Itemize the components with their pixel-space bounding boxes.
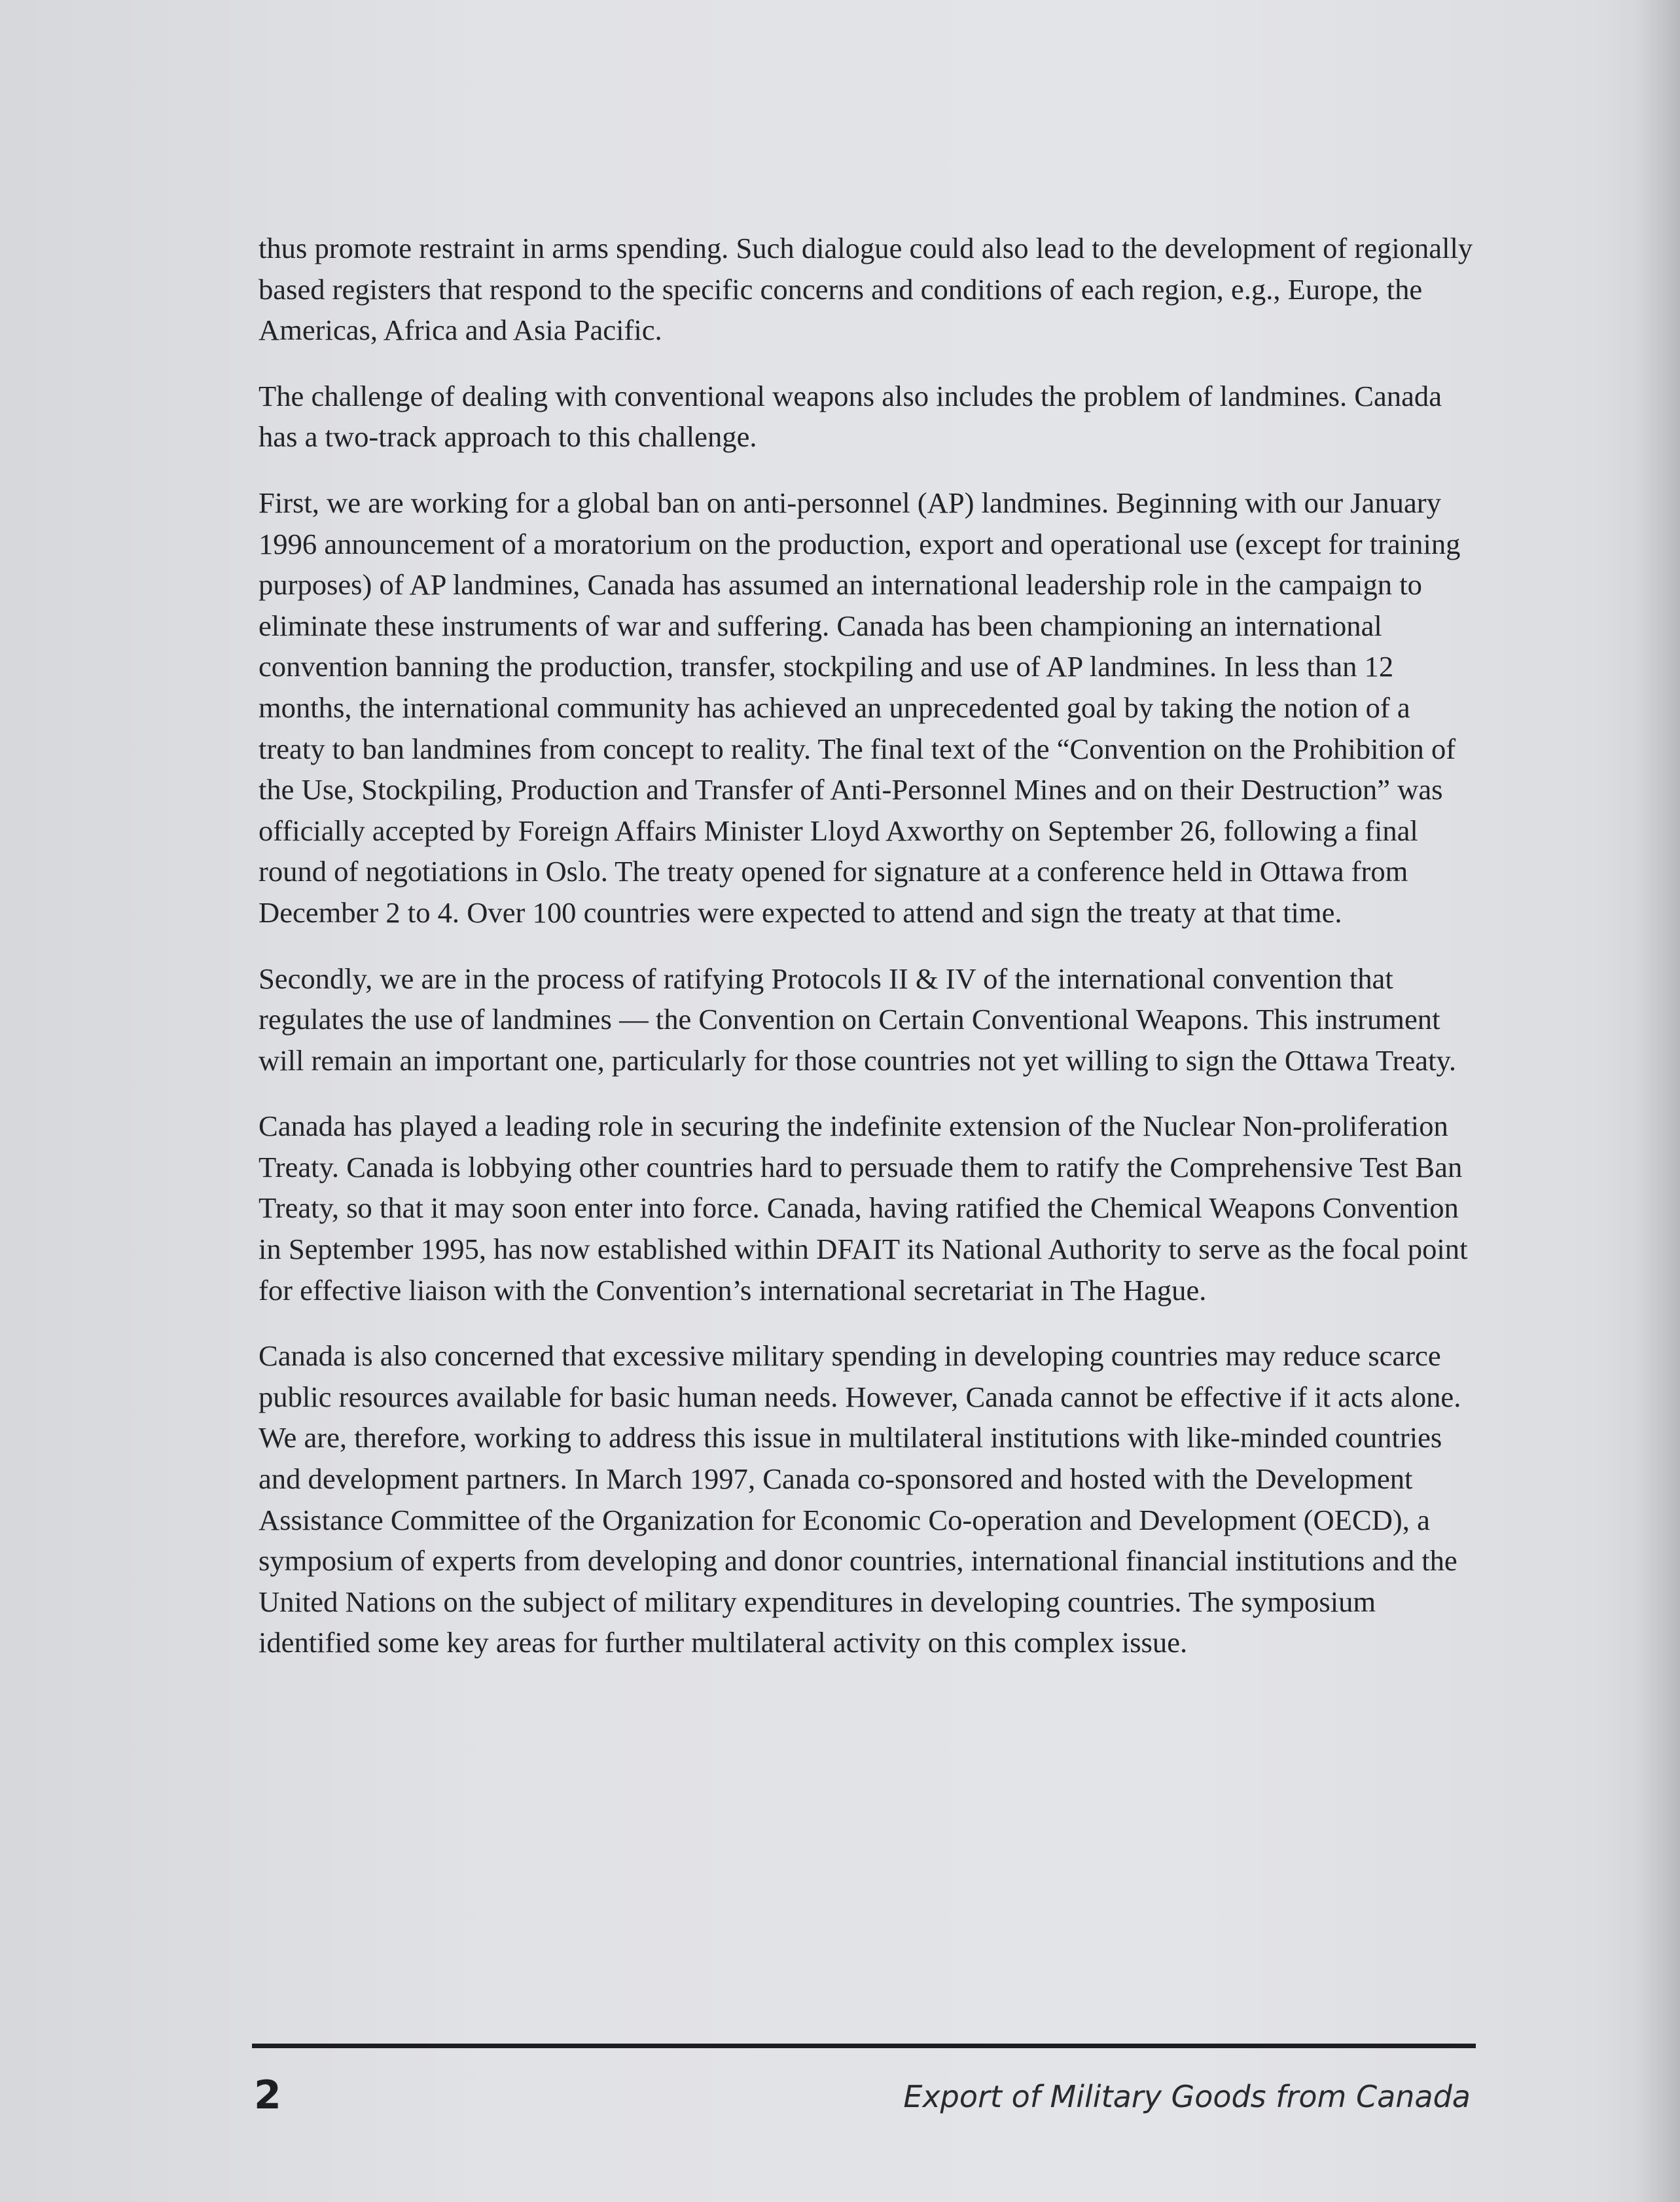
page-number: 2 [254,2072,281,2118]
paragraph-nuclear-treaty: Canada has played a leading role in securing the indefinite extension of the Nuclear Non-proliferation Treaty. Canada is lobbying other countries hard to persuade them to ratify the Comprehensive Test Ban Treaty, so that it may soon enter into force. Canada, having ratified the Chemical Weapons Convention in September 1995, has now established within DFAIT its National Authority to serve as the focal point for effective liaison with the Convention’s international secretariat in The Hague. [259,1110,1468,1307]
paragraph-protocols: Secondly, we are in the process of ratifying Protocols II & IV of the international convention that regulates the use of landmines — the Convention on Certain Conventional Weapons. This instrument will remain an important one, particularly for those countries not yet willing to sign the Ottawa Treaty. [259,962,1457,1077]
body-text [259,228,1482,1688]
paragraph-arms-dialogue: thus promote restraint in arms spending. Such dialogue could also lead to the development of regionally based registers that respond to the specific concerns and conditions of each region, e.g., Europe, the Americas, Africa and Asia Pacific. [259,232,1473,347]
paragraph-global-ban: First, we are working for a global ban on anti-personnel (AP) landmines. Beginning with our January 1996 announcement of a moratorium on the production, export and operational use (except for training purposes) of AP landmines, Canada has assumed an international leadership role in the campaign to eliminate these instruments of war and suffering. Canada has been championing an international convention banning the production, transfer, stockpiling and use of AP landmines. In less than 12 months, the international community has achieved an unprecedented goal by taking the notion of a treaty to ban landmines from concept to reality. The final text of the “Convention on the Prohibition of the Use, Stockpiling, Production and Transfer of Anti-Personnel Mines and on their Destruction” was officially accepted by Foreign Affairs Minister Lloyd Axworthy on September 26, following a final round of negotiations in Oslo. The treaty opened for signature at a conference held in Ottawa from December 2 to 4. Over 100 countries were expected to attend and sign the treaty at that time. [259,486,1461,929]
footer-rule [252,2044,1476,2048]
page-edge-shadow [1634,0,1680,2202]
paragraph-military-spending: Canada is also concerned that excessive military spending in developing countries may reduce scarce public resources available for basic human needs. However, Canada cannot be effective if it acts alone. We are, therefore, working to address this issue in multilateral institutions with like-minded countries and development partners. In March 1997, Canada co-sponsored and hosted with the Development Assistance Committee of the Organization for Economic Co-operation and Development (OECD), a symposium of experts from developing and donor countries, international financial institutions and the United Nations on the subject of military expenditures in developing countries. The symposium identified some key areas for further multilateral activity on this complex issue. [259,1339,1461,1659]
paragraph-landmines-intro: The challenge of dealing with conventional weapons also includes the problem of landmines. Canada has a two-track approach to this challenge. [259,379,1442,454]
footer-title: Export of Military Goods from Canada [903,2079,1471,2114]
